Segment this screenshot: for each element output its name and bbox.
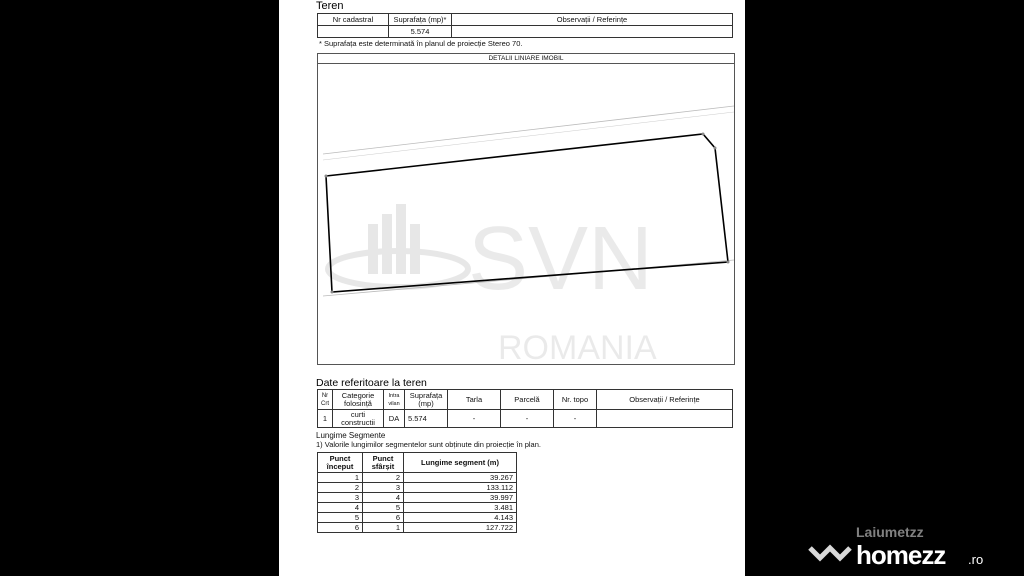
cell-nr-crt: 1 bbox=[318, 410, 333, 428]
point-marker bbox=[702, 133, 705, 136]
table-cell: 2 bbox=[363, 473, 404, 483]
segmente-title: Lungime Segmente bbox=[316, 431, 386, 440]
header-intravilan: Intra vilan bbox=[384, 390, 405, 410]
teren-note: * Suprafața este determinată în planul de proiecție Stereo 70. bbox=[319, 39, 523, 48]
table-cell: 39.267 bbox=[404, 473, 517, 483]
header-nr-crt: Nr Crt bbox=[318, 390, 333, 410]
table-cell: 2 bbox=[318, 483, 363, 493]
cell-suprafata: 5.574 bbox=[389, 26, 452, 38]
table-cell: 5 bbox=[318, 513, 363, 523]
cell-tarla: - bbox=[448, 410, 501, 428]
table-row bbox=[318, 473, 517, 483]
table-cell: 6 bbox=[318, 523, 363, 533]
document-page bbox=[279, 0, 745, 576]
homezz-brand: homezz bbox=[856, 540, 946, 570]
table-row bbox=[318, 513, 517, 523]
teren-table bbox=[317, 13, 733, 38]
header-nr-cadastral: Nr cadastral bbox=[318, 14, 389, 26]
cell-parcela: - bbox=[501, 410, 554, 428]
header-observatii-2: Observații / Referințe bbox=[597, 390, 733, 410]
table-row bbox=[318, 503, 517, 513]
plan-frame bbox=[317, 53, 735, 365]
table-row bbox=[318, 523, 517, 533]
table-cell: 3.481 bbox=[404, 503, 517, 513]
cell-observatii bbox=[452, 26, 733, 38]
table-cell: 127.722 bbox=[404, 523, 517, 533]
cell-categorie: curti constructii bbox=[333, 410, 384, 428]
header-categorie: Categorie folosință bbox=[333, 390, 384, 410]
date-title: Date referitoare la teren bbox=[316, 377, 427, 389]
watermark-text: SVN bbox=[468, 209, 654, 309]
header-parcela: Parcelă bbox=[501, 390, 554, 410]
point-marker bbox=[714, 147, 717, 150]
point-marker bbox=[727, 261, 730, 264]
plan-title: DETALII LINIARE IMOBIL bbox=[318, 54, 734, 64]
date-table bbox=[317, 389, 733, 428]
table-cell: 4 bbox=[363, 493, 404, 503]
homezz-suffix: .ro bbox=[968, 552, 984, 567]
teren-title: Teren bbox=[316, 0, 344, 12]
table-cell: 4.143 bbox=[404, 513, 517, 523]
header-punct-sfarsit: Punct sfârșit bbox=[363, 453, 404, 473]
table-cell: 5 bbox=[363, 503, 404, 513]
segmente-note: 1) Valorile lungimilor segmentelor sunt obținute din proiecție în plan. bbox=[316, 440, 541, 449]
cell-suprafata-2: 5.574 bbox=[405, 410, 448, 428]
cell-observatii-2 bbox=[597, 410, 733, 428]
header-nr-topo: Nr. topo bbox=[554, 390, 597, 410]
table-cell: 4 bbox=[318, 503, 363, 513]
table-cell: 3 bbox=[318, 493, 363, 503]
header-suprafata-2: Suprafața (mp) bbox=[405, 390, 448, 410]
table-cell: 1 bbox=[363, 523, 404, 533]
watermark-subtext: ROMANIA bbox=[498, 329, 657, 364]
table-cell: 133.112 bbox=[404, 483, 517, 493]
header-observatii: Observații / Referințe bbox=[452, 14, 733, 26]
cell-nr-cadastral bbox=[318, 26, 389, 38]
watermark-logo-icon bbox=[328, 204, 468, 287]
cell-nr-topo: - bbox=[554, 410, 597, 428]
table-cell: 1 bbox=[318, 473, 363, 483]
point-marker bbox=[331, 291, 334, 294]
boundary-line-top bbox=[323, 106, 734, 154]
cell-intravilan: DA bbox=[384, 410, 405, 428]
homezz-watermark bbox=[806, 522, 1006, 572]
header-tarla: Tarla bbox=[448, 390, 501, 410]
table-row bbox=[318, 483, 517, 493]
table-cell: 39.997 bbox=[404, 493, 517, 503]
header-lungime: Lungime segment (m) bbox=[404, 453, 517, 473]
table-cell: 6 bbox=[363, 513, 404, 523]
segmente-table bbox=[317, 452, 517, 533]
header-punct-inceput: Punct început bbox=[318, 453, 363, 473]
table-cell: 3 bbox=[363, 483, 404, 493]
table-row bbox=[318, 493, 517, 503]
plan-drawing bbox=[318, 64, 734, 364]
point-marker bbox=[325, 175, 328, 178]
header-suprafata: Suprafața (mp)* bbox=[389, 14, 452, 26]
homezz-tag: Laiumetzz bbox=[856, 524, 924, 540]
homezz-logo-icon bbox=[806, 534, 854, 564]
